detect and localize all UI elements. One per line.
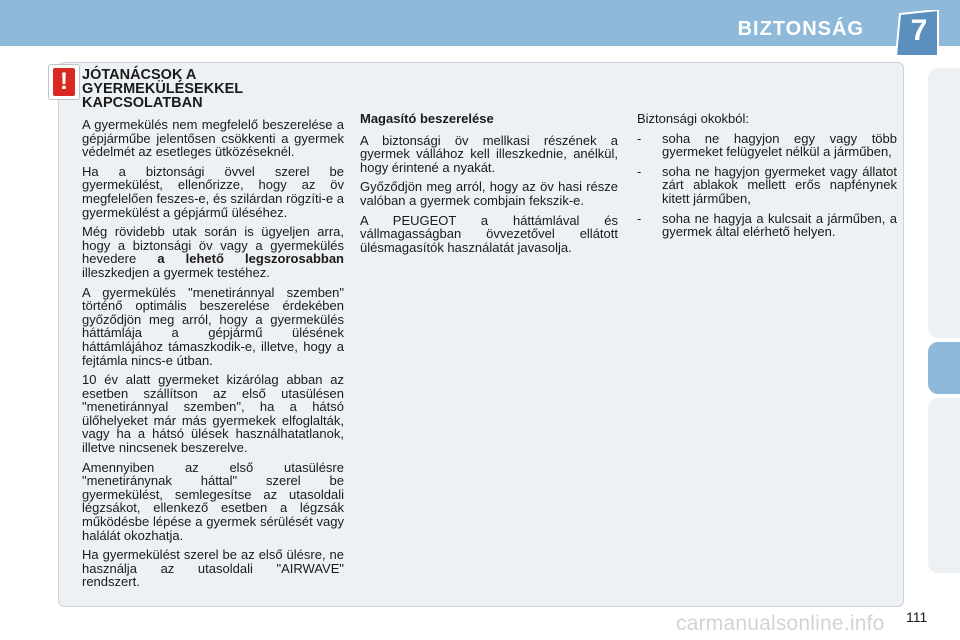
- paragraph: A biztonsági öv mellkasi részének a gyermek vállához kell illeszkednie, anélkül, hogy érintené a nyakát.: [360, 132, 618, 175]
- watermark: carmanualsonline.info: [676, 612, 885, 635]
- paragraph: Ha a biztonsági övvel szerel be gyermekülést, ellenőrizze, hogy az öv megfelelően feszes-e, és szilárdan rögzíti-e a gyermekülést a gépjármű üléséhez.: [82, 163, 344, 220]
- list-item-text: soha ne hagyja a kulcsait a járműben, a gyermek által elérhető helyen.: [662, 210, 897, 240]
- column-safety-reasons: [637, 112, 897, 245]
- page-number: 111: [906, 609, 928, 625]
- paragraph-with-emphasis: [82, 225, 344, 279]
- paragraph: A PEUGEOT a háttámlával és vállmagasságban övvezetővel ellátott ülésmagasítók használatát javasolja.: [360, 212, 618, 255]
- list-intro: Biztonsági okokból:: [637, 111, 750, 126]
- subsection-heading: Magasító beszerelése: [360, 111, 494, 126]
- safety-list: [637, 132, 897, 239]
- warning-exclamation-icon: [48, 64, 80, 100]
- list-dash: -: [637, 210, 642, 226]
- emphasis-text: a lehető legszorosabban: [157, 251, 344, 267]
- paragraph: Ha gyermekülést szerel be az első ülésre, ne használja az utasoldali "AIRWAVE" rendszert.: [82, 547, 344, 590]
- paragraph-text: Még rövidebb utak során is ügyeljen arra, hogy a biztonsági öv vagy a gyermekülés hevedere: [82, 224, 344, 267]
- list-dash: -: [637, 163, 642, 179]
- side-tab-active: [928, 342, 960, 394]
- column-booster-seat: [360, 112, 618, 260]
- chapter-number: 7: [910, 14, 928, 47]
- list-item: [637, 132, 897, 159]
- paragraph: 10 év alatt gyermeket kizárólag abban az esetben szállítson az első utasülésen "menetiránnyal szemben", ha a hátsó ülőhelyeket már más gyermekek elfoglalták, vagy ha a hátsó ülések használhatatlanok, illetve nincsenek beszerelve.: [82, 372, 344, 456]
- chapter-title: BIZTONSÁG: [737, 18, 864, 40]
- side-tab-upper: [928, 68, 960, 338]
- paragraph-text: illeszkedjen a gyermek testéhez.: [82, 264, 270, 280]
- chapter-badge: [896, 10, 942, 56]
- list-item-text: soha ne hagyjon egy vagy több gyermeket felügyelet nélkül a járműben,: [662, 130, 897, 160]
- list-item: [637, 212, 897, 239]
- list-dash: -: [637, 130, 642, 146]
- warning-icon-mark: !: [53, 68, 75, 96]
- column-advice: [82, 68, 344, 595]
- list-item-text: soha ne hagyjon gyermeket vagy állatot zárt ablakok mellett erős napfénynek kitett járműben,: [662, 163, 897, 206]
- paragraph: A gyermekülés nem megfelelő beszerelése a gépjárműbe jelentősen csökkenti a gyermek védelmét az esetleges ütközéseknél.: [82, 117, 344, 160]
- list-item: [637, 165, 897, 206]
- section-heading: JÓTANÁCSOK A GYERMEKÜLÉSEKKEL KAPCSOLATBAN: [82, 67, 243, 111]
- paragraph: Amennyiben az első utasülésre "menetiránynak háttal" szerel be gyermekülést, semlegesítse az utasoldali légzsákot, ellenkező esetben a légzsák működésbe lépése a gyermek sérülését vagy halálát okozhatja.: [82, 459, 344, 543]
- paragraph: A gyermekülés "menetiránnyal szemben" történő optimális beszerelése érdekében győződjön meg arról, hogy a gyermekülés háttámlája a gépjármű ülésének háttámlájához támaszkodik-e, illetve, hogy a fejtámla nincs-e útban.: [82, 284, 344, 368]
- side-tab-lower: [928, 398, 960, 573]
- paragraph: Győződjön meg arról, hogy az öv hasi része valóban a gyermek combjain fekszik-e.: [360, 179, 618, 208]
